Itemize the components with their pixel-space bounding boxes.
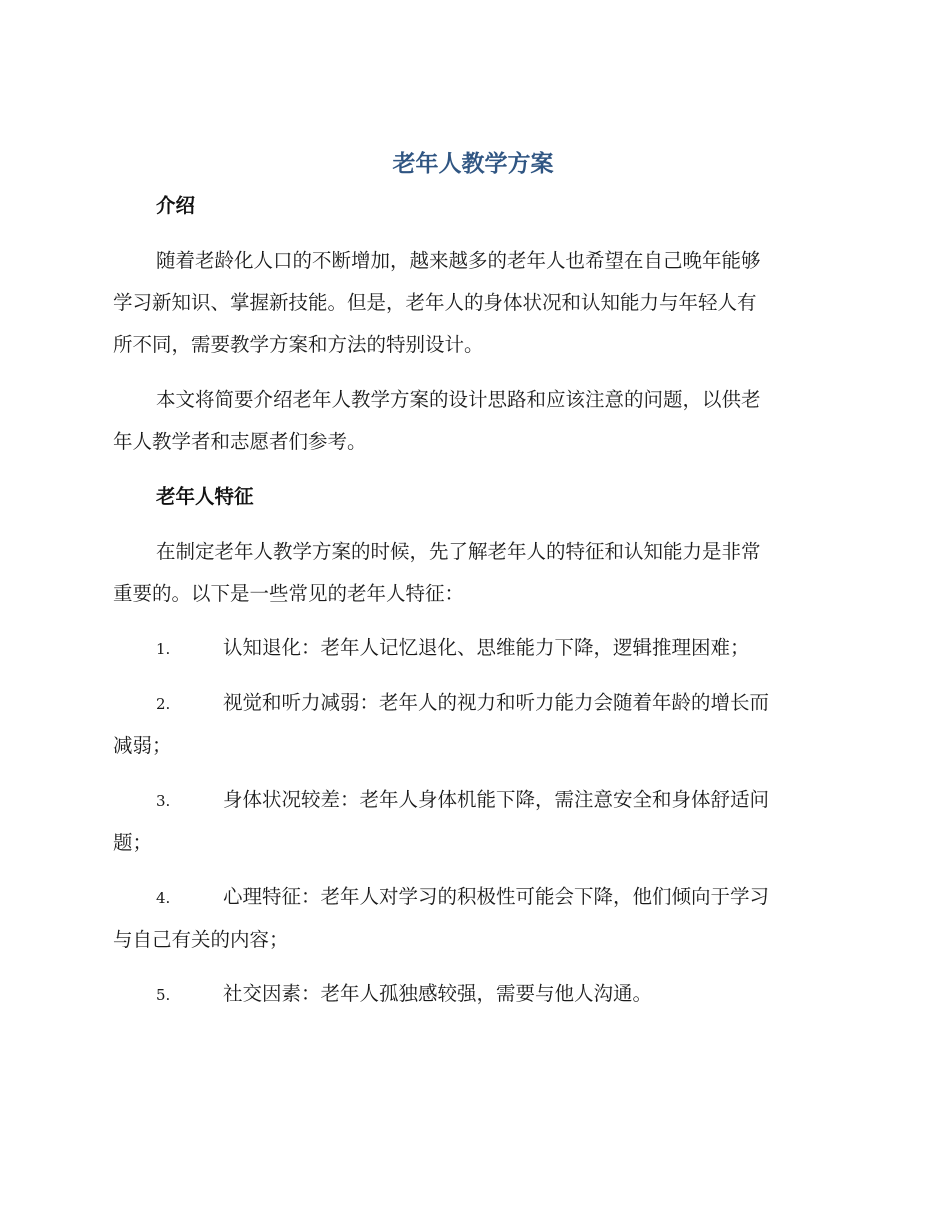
paragraph-line: 重要的。以下是一些常见的老年人特征： — [113, 582, 465, 605]
list-item-text-continued: 与自己有关的内容； — [113, 928, 289, 951]
intro-paragraph-2 — [113, 379, 833, 463]
characteristics-paragraph — [113, 531, 833, 615]
list-item-text-continued: 减弱； — [113, 734, 172, 757]
list-item-text-continued: 题； — [113, 831, 153, 854]
paragraph-line: 随着老龄化人口的不断增加，越来越多的老年人也希望在自己晚年能够 — [156, 249, 761, 272]
list-item — [113, 779, 833, 864]
list-item — [113, 876, 833, 961]
list-item-text: 认知退化：老年人记忆退化、思维能力下降，逻辑推理困难； — [223, 636, 750, 659]
list-item-number: 5. — [156, 986, 171, 1004]
list-item-text: 心理特征：老年人对学习的积极性可能会下降，他们倾向于学习 — [223, 885, 770, 908]
list-item-number: 2. — [156, 695, 171, 713]
section-heading-intro: 介绍 — [156, 194, 196, 217]
list-item-text: 视觉和听力减弱：老年人的视力和听力能力会随着年龄的增长而 — [223, 691, 770, 714]
paragraph-line: 所不同，需要教学方案和方法的特别设计。 — [113, 333, 484, 356]
list-item — [113, 627, 833, 670]
intro-paragraph-1 — [113, 240, 833, 366]
list-item-text: 身体状况较差：老年人身体机能下降，需注意安全和身体舒适问 — [223, 788, 770, 811]
list-item — [113, 973, 833, 1016]
section-heading-characteristics: 老年人特征 — [156, 485, 254, 508]
list-item-text: 社交因素：老年人孤独感较强，需要与他人沟通。 — [223, 982, 653, 1005]
list-item-number: 4. — [156, 889, 171, 907]
document-title: 老年人教学方案 — [392, 151, 554, 177]
paragraph-line: 年人教学者和志愿者们参考。 — [113, 430, 367, 453]
list-item-number: 1. — [156, 640, 171, 658]
paragraph-line: 在制定老年人教学方案的时候，先了解老年人的特征和认知能力是非常 — [156, 540, 761, 563]
list-item-number: 3. — [156, 792, 171, 810]
paragraph-line: 学习新知识、掌握新技能。但是，老年人的身体状况和认知能力与年轻人有 — [113, 291, 757, 314]
paragraph-line: 本文将简要介绍老年人教学方案的设计思路和应该注意的问题，以供老 — [156, 388, 761, 411]
list-item — [113, 682, 833, 767]
